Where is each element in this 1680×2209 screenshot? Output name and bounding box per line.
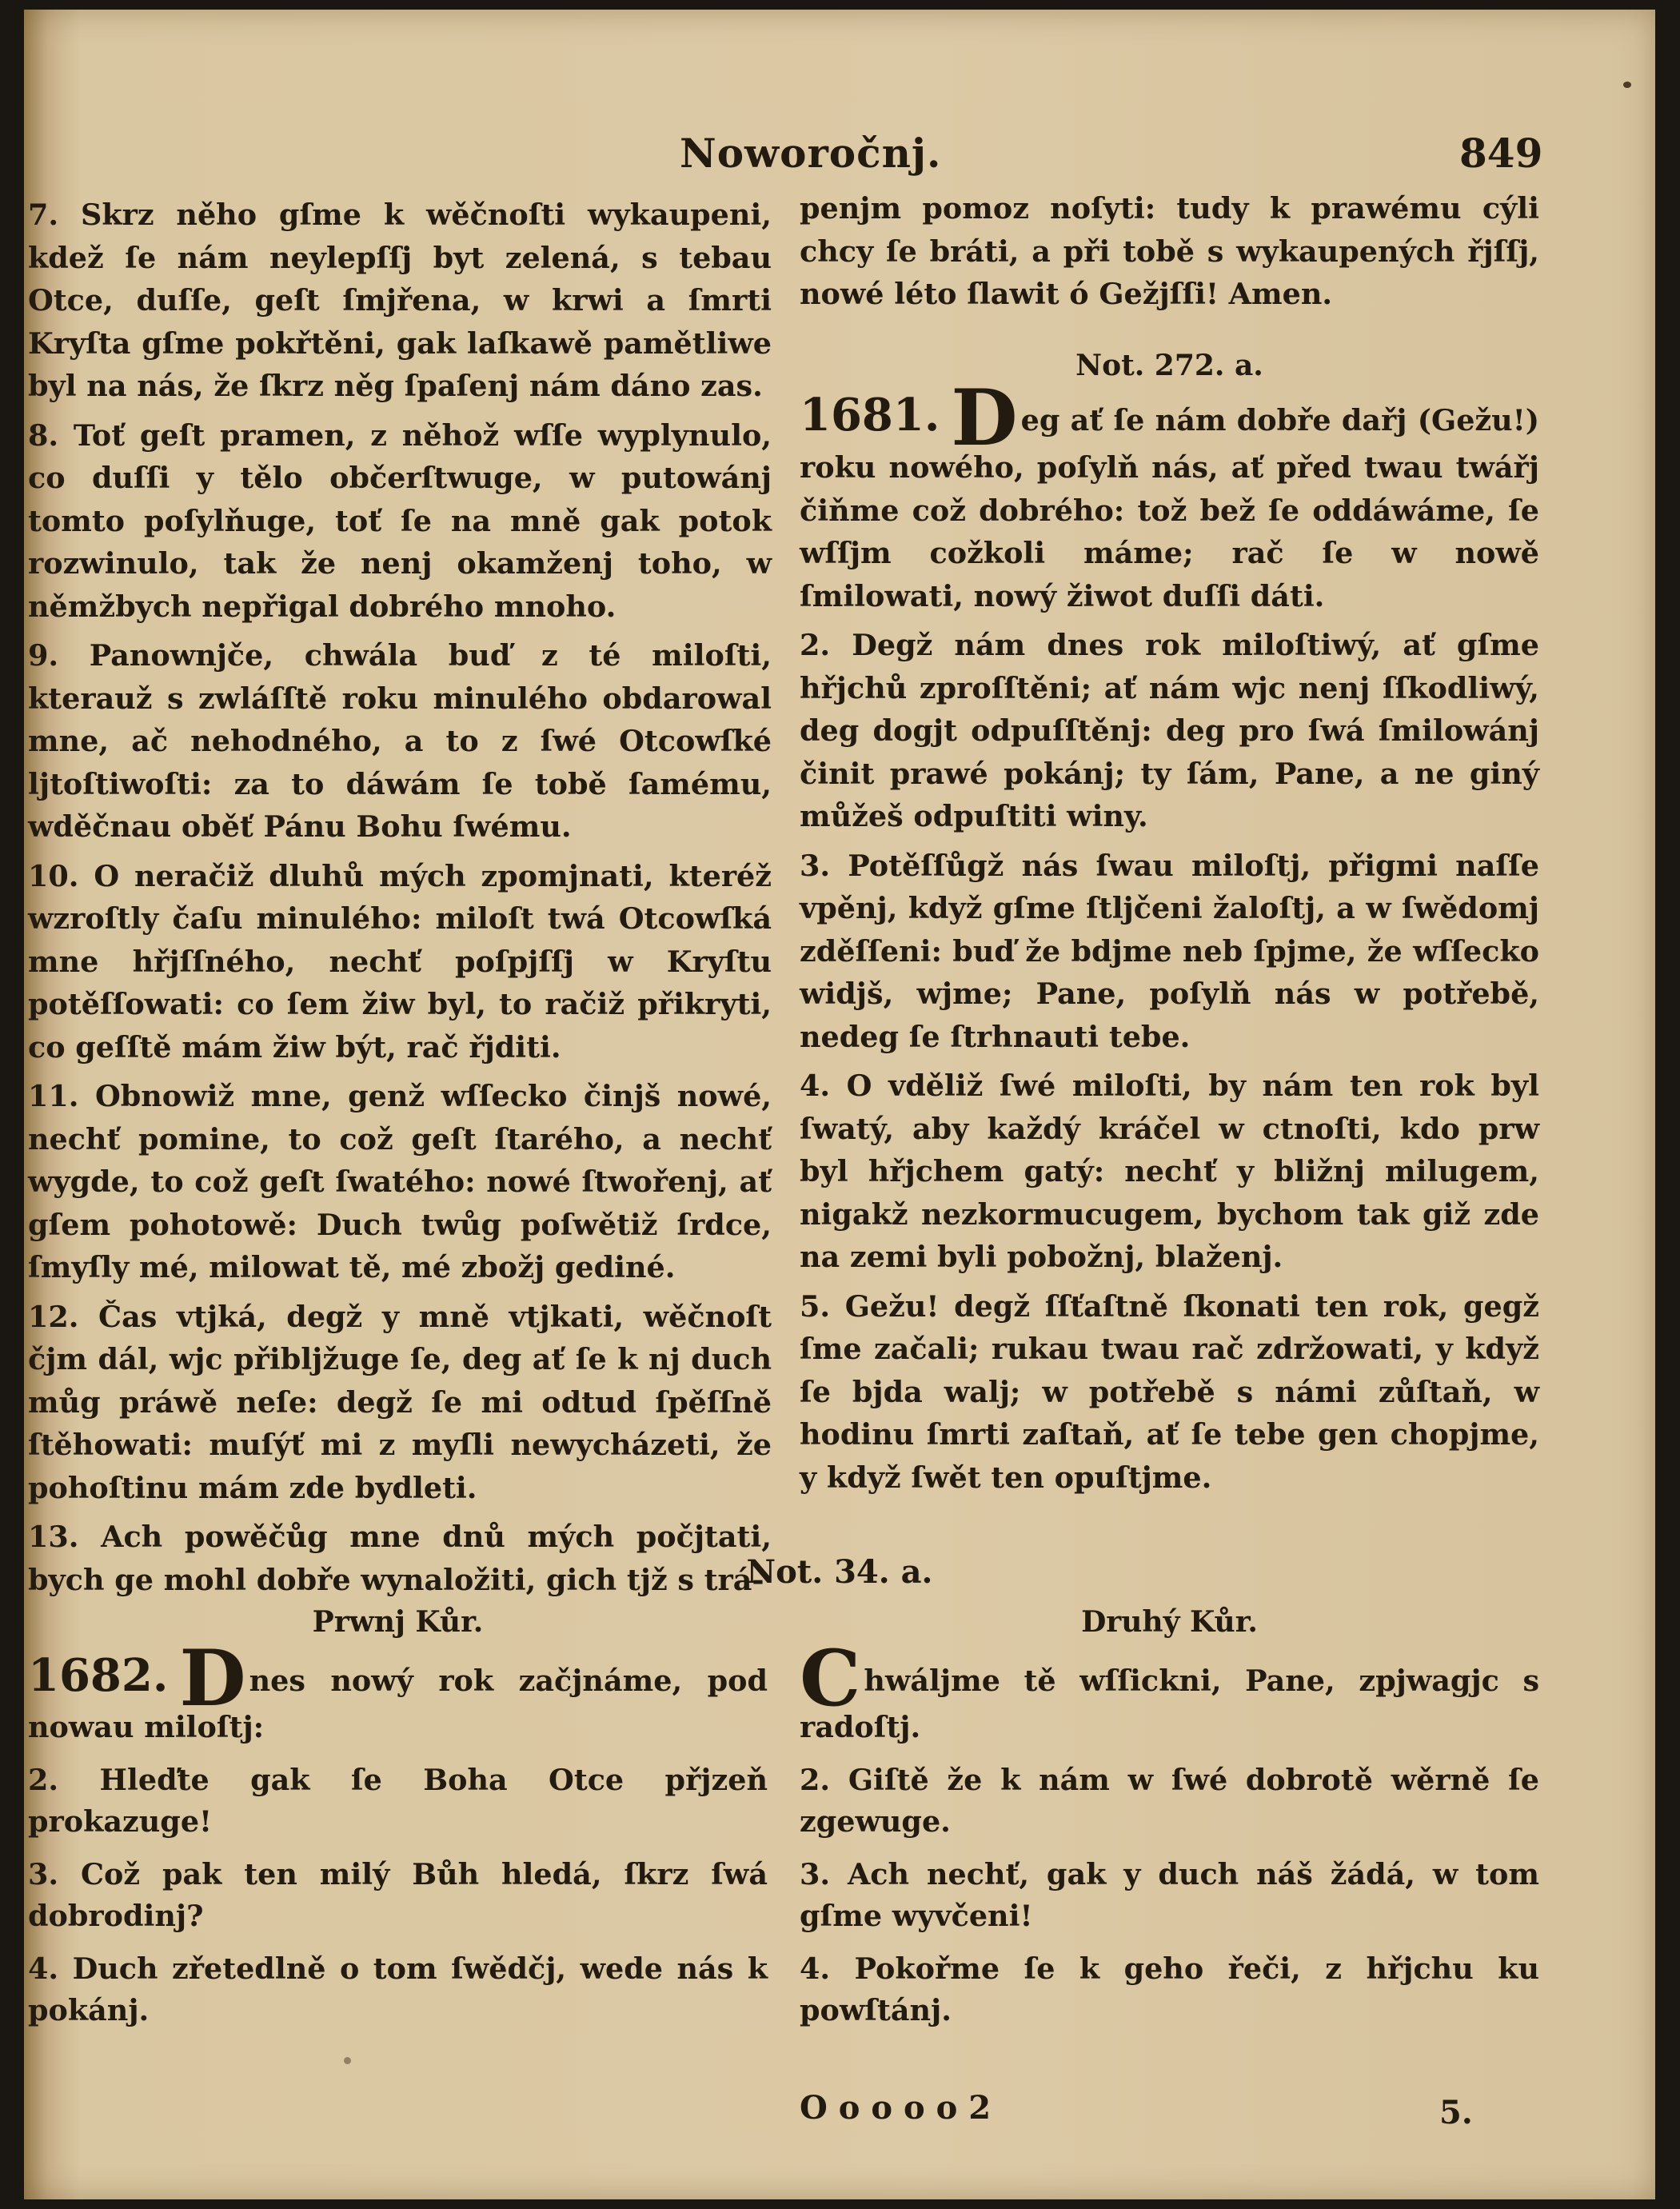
stanza-10: 10. O neračiž dluhů mých zpomjnati, kteréž wzroſtly čaſu minulého: miloſt twá Otcowſká mne hřjſſného, nechť poſpjſſj w Kryſtu potěſſowati: co ſem žiw byl, to račiž přikryti, co geſſtě mám žiw být, rač řjditi. — [28, 858, 772, 1065]
hymn-label: Not. 272. a. — [1075, 348, 1263, 382]
catchword: 5. — [1439, 2094, 1473, 2131]
page-number: 849 — [1459, 130, 1543, 177]
hymn-number: 1681. — [800, 389, 940, 441]
second-hymn-label: Not. 34. a. — [746, 1553, 933, 1591]
second-choir-title: Druhý Kůr. — [1081, 1605, 1258, 1639]
hymn-number-1682: 1682. — [28, 1649, 169, 1702]
ink-spot — [344, 2057, 351, 2064]
book-page — [24, 10, 1655, 2199]
hymn-1681-first-stanza — [800, 373, 1539, 617]
dropcap-letter: D — [951, 373, 1018, 463]
hymn-1682-first-line — [28, 1633, 768, 1748]
left-stanza-2: 2. Hleďte gak ſe Boha Otce přjzeň prokazuge! — [28, 1763, 768, 1839]
first-stanza-text: eg ať ſe nám dobře dařj (Gežu!) roku nowého, poſylň nás, ať před twau twářj čiňme což dobrého: tož bež ſe oddáwáme, ſe wſſjm cožkoli máme; rač ſe w nowě ſmilowati, nowý žiwot duſſi dáti. — [800, 403, 1539, 613]
stanza-3: 3. Potěſſůgž nás ſwau miloſtj, přigmi naſſe vpěnj, když gſme ſtljčeni žaloſtj, a w ſwědomj zděſſeni: buď že bdjme neb ſpjme, že wſſecko widjš, wjme; Pane, poſylň nás w potřebě, nedeg ſe ſtrhnauti tebe. — [800, 848, 1539, 1054]
running-title: Noworočnj. — [680, 130, 942, 177]
stanza-5: 5. Gežu! degž ſſťaſtně ſkonati ten rok, gegž ſme začali; rukau twau rač zdržowati, y když ſe bjda walj; w potřebě s námi zůſtaň, w hodinu ſmrti zaſtaň, ať ſe tebe gen chopjme, y když ſwět ten opuſtjme. — [800, 1288, 1539, 1495]
right-stanza-2: 2. Giſtě že k nám w ſwé dobrotě wěrně ſe zgewuge. — [800, 1763, 1539, 1839]
stanza-7: 7. Skrz něho gſme k wěčnoſti wykaupeni, kdež ſe nám neylepſſj byt zelená, s tebau Otce, duſſe, geſt ſmjřena, w krwi a ſmrti Kryſta gſme pokřtěni, gak laſkawě pamětliwe byl na nás, že ſkrz něg ſpaſenj nám dáno zas. — [28, 198, 772, 403]
right-column — [800, 187, 1539, 1499]
first-choir-column — [28, 1601, 768, 2043]
first-line-text-left: nes nowý rok začjnáme, pod nowau miloſtj: — [28, 1664, 768, 1744]
stanza-4: 4. O vděliž ſwé miloſti, by nám ten rok byl ſwatý, aby každý kráčel w ctnoſti, kdo prw byl hřjchem gatý: nechť y bližnj milugem, nigakž nezkormucugem, bychom tak giž zde na zemi byli pobožnj, blaženj. — [800, 1069, 1539, 1274]
stanza-9: 9. Panownjče, chwála buď z té miloſti, kterauž s zwláſſtě roku minulého obdarowal mne, ač nehodného, a to z ſwé Otcowſké ljtoſtiwoſti: za to dáwám ſe tobě ſamému, wděčnau oběť Pánu Bohu ſwému. — [28, 638, 772, 844]
right-stanza-4: 4. Pokořme ſe k geho řeči, z hřjchu ku powſtánj. — [800, 1951, 1539, 2027]
left-stanza-3: 3. Což pak ten milý Bůh hledá, ſkrz ſwá dobrodinj? — [28, 1857, 768, 1933]
right-first-line — [800, 1633, 1539, 1748]
first-line-text-right: hwáljme tě wſſickni, Pane, zpjwagjc s radoſtj. — [800, 1664, 1539, 1744]
page-header — [24, 130, 1655, 178]
left-stanza-4: 4. Duch zřetedlně o tom ſwědčj, wede nás k pokánj. — [28, 1951, 768, 2027]
dropcap-letter-left: D — [179, 1633, 246, 1724]
stanza-11: 11. Obnowiž mne, genž wſſecko činjš nowé, nechť pomine, to což geſt ſtarého, a nechť wygde, to což geſt ſwatého: nowé ſtwořenj, ať gſem pohotowě: Duch twůg poſwětiž ſrdce, ſmyſly mé, milowat tě, mé zbožj gediné. — [28, 1079, 772, 1284]
stanza-8: 8. Toť geſt pramen, z něhož wſſe wyplynulo, co duſſi y tělo občerſtwuge, w putowánj tomto poſylňuge, toť ſe na mně gak potok rozwinulo, tak že nenj okamženj toho, w němžbych nepřigal dobrého mnoho. — [28, 417, 772, 624]
continuation-text: penjm pomoz noſyti: tudy k prawému cýli chcy ſe bráti, a při tobě s wykaupených řjſſj, nowé léto ſlawit ó Gežjſſi! Amen. — [800, 191, 1539, 311]
right-stanza-3: 3. Ach nechť, gak y duch náš žádá, w tom gſme wyvčeni! — [800, 1857, 1539, 1933]
dropcap-letter-right: C — [800, 1633, 861, 1724]
stanza-13: 13. Ach powěčůg mne dnů mých počjtati, bych ge mohl dobře wynaložiti, gich tjž s trá- — [28, 1520, 772, 1597]
left-column — [28, 187, 772, 1601]
second-choir-column — [800, 1601, 1539, 2043]
stanza-2: 2. Degž nám dnes rok miloſtiwý, ať gſme hřjchů zproſſtěni; ať nám wjc nenj ſſkodliwý, deg dogjt odpuſſtěnj: deg pro ſwá ſmilowánj činit prawé pokánj; ty ſám, Pane, a ne giný můžeš odpuſtiti winy. — [800, 628, 1539, 833]
first-choir-title: Prwnj Kůr. — [312, 1605, 484, 1639]
signature-mark: O o o o o 2 — [800, 2089, 992, 2127]
ink-spot — [1623, 82, 1631, 88]
stanza-12: 12. Čas vtjká, degž y mně vtjkati, wěčnoſt čjm dál, wjc přibljžuge ſe, deg ať ſe k nj duch můg práwě neſe: degž ſe mi odtud ſpěſſně ſtěhowati: muſýť mi z myſli newycházeti, že pohoſtinu mám zde bydleti. — [28, 1299, 772, 1505]
